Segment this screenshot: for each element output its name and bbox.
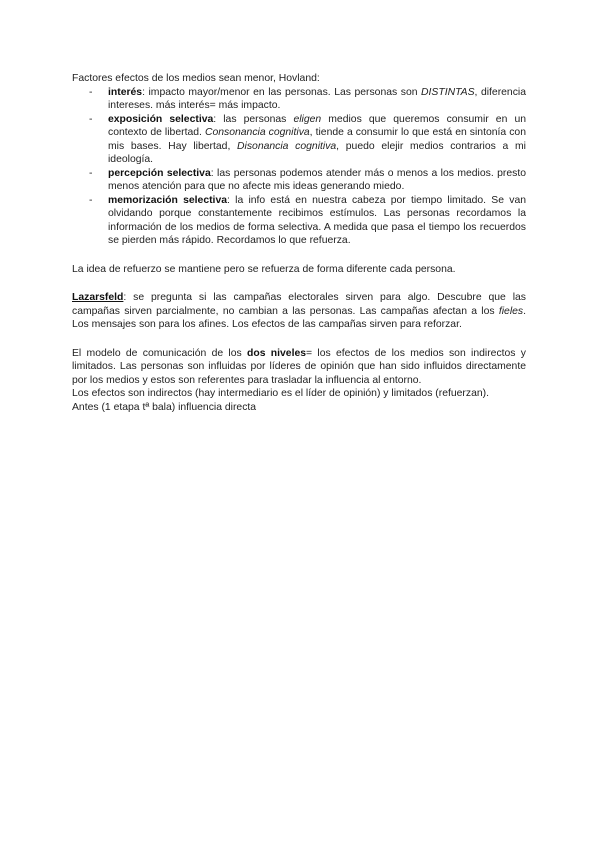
factor-item <box>108 113 526 167</box>
factor-item <box>108 194 526 248</box>
antes-line: Antes (1 etapa tª bala) influencia directa <box>72 401 257 413</box>
factor-italic-text: Consonancia cognitiva <box>204 127 310 138</box>
modelo-post: = los efectos de los medios son indirectos y limitados. Las personas son influidas por líderes de opinión que han sido influidos directamente por los medios y estos son referentes para trasladar la influencia al entorno. <box>72 347 526 386</box>
efectos-line: Los efectos son indirectos (hay intermediario es el líder de opinión) y limitados (refuerzan). <box>72 388 489 399</box>
factor-italic-text: Disonancia cognitiva <box>237 140 337 152</box>
factor-text: , puedo elejir medios contrarios a mi ideología. <box>108 140 526 165</box>
intro-line: Factores efectos de los medios sean menor, Hovland: <box>72 73 320 84</box>
factor-text: : las personas podemos atender más o menos a los medios. presto menos atención para que no afecte mis ideas generando miedo. <box>108 167 526 192</box>
factor-text: : las personas <box>213 113 294 125</box>
lazarsfeld-name: Lazarsfeld <box>72 292 124 303</box>
factor-term: percepción selectiva <box>108 167 211 179</box>
lazarsfeld-text-2: . Los mensajes son para los afines. Los efectos de las campañas sirven para reforzar. <box>72 305 526 330</box>
factors-list <box>72 86 526 248</box>
factor-item <box>108 167 526 194</box>
factor-text: , diferencia intereses. más interés= más impacto. <box>108 86 526 111</box>
modelo-bold: dos niveles <box>247 347 307 359</box>
factor-term: exposición selectiva <box>108 113 214 125</box>
factor-item <box>108 86 526 113</box>
factor-term: memorización selectiva <box>108 194 228 206</box>
factor-text: : la info está en nuestra cabeza por tiempo limitado. Se van olvidando porque constantemente recibimos estímulos. Las personas recordamos la información de los medios de forma selectiva. A medida que pasa el tiempo los recuerdos se pierden más rápido. Recordamos lo que refuerza. <box>108 194 526 246</box>
factor-term: interés <box>108 86 143 98</box>
factor-italic-text: eligen <box>293 113 322 125</box>
refuerzo-paragraph: La idea de refuerzo se mantiene pero se refuerza de forma diferente cada persona. <box>72 263 456 275</box>
modelo-paragraph <box>72 347 526 388</box>
factor-text: , tiende a consumir lo que está en sintonía con mis bases. Hay libertad, <box>108 127 526 152</box>
factor-italic-text: DISTINTAS <box>421 86 475 98</box>
factor-text: medios que queremos consumir en un contexto de libertad. <box>108 113 527 138</box>
lazarsfeld-italic: fieles <box>498 305 524 317</box>
lazarsfeld-paragraph <box>72 291 526 332</box>
modelo-pre: El modelo de comunicación de los <box>72 347 248 359</box>
lazarsfeld-text-1: : se pregunta si las campañas electorales sirven para algo. Descubre que las campañas sirven parcialmente, no cambian a las personas. Las campañas afectan a los <box>72 292 526 317</box>
factor-text: : impacto mayor/menor en las personas. Las personas son <box>142 86 422 98</box>
